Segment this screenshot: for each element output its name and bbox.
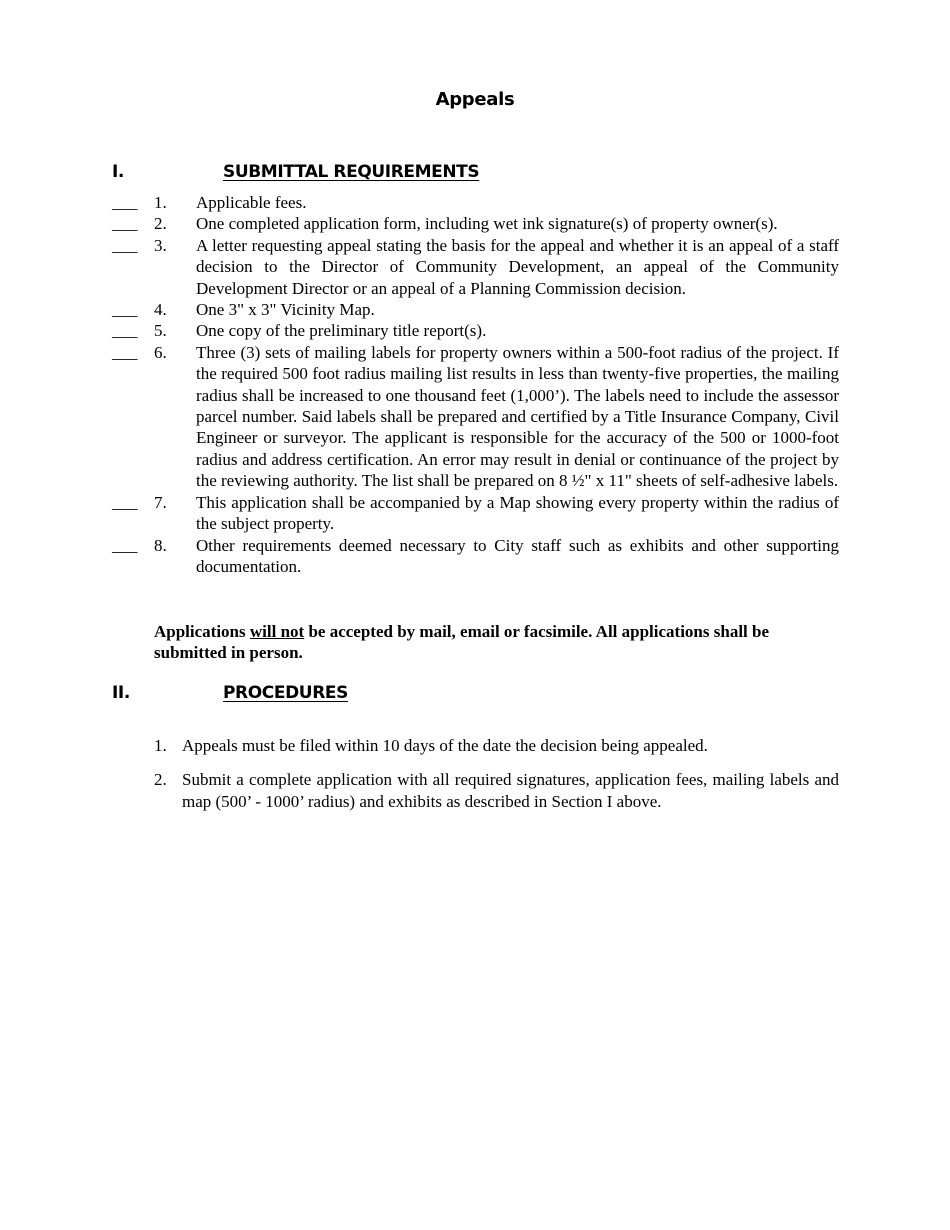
notice-text-end: be accepted by mail, email or facsimile. All applications shall be submitted in person. bbox=[154, 622, 770, 663]
checkbox-blank: ___ bbox=[112, 321, 138, 341]
item-number: 1. bbox=[154, 193, 167, 212]
list-item bbox=[112, 192, 839, 213]
list-item bbox=[112, 235, 839, 299]
checkbox-blank: ___ bbox=[112, 214, 138, 234]
item-text: Submit a complete application with all required signatures, application fees, mailing labels and map (500’ - 1000’ radius) and exhibits as described in Section I above. bbox=[182, 770, 839, 811]
list-item bbox=[112, 535, 839, 578]
item-number: 2. bbox=[154, 214, 167, 234]
item-text: One completed application form, including wet ink signature(s) of property owner(s). bbox=[196, 214, 778, 234]
checkbox-blank: ___ bbox=[112, 492, 138, 512]
list-item bbox=[112, 492, 839, 535]
item-text: Applicable fees. bbox=[196, 193, 307, 212]
section-number: I. bbox=[112, 162, 124, 182]
checkbox-blank: ___ bbox=[112, 193, 138, 212]
item-number: 8. bbox=[154, 535, 167, 555]
item-text: Other requirements deemed necessary to City staff such as exhibits and other supporting documentation. bbox=[196, 535, 839, 576]
item-text: This application shall be accompanied by a Map showing every property within the radius of the subject property. bbox=[196, 492, 839, 534]
item-text: One copy of the preliminary title report(s). bbox=[196, 321, 487, 341]
list-item bbox=[154, 735, 839, 756]
submission-notice bbox=[154, 621, 839, 664]
item-text: A letter requesting appeal stating the basis for the appeal and whether it is an appeal of a staff decision to the Director of Community Development, an appeal of the Community Development Director or an appeal of a Planning Commission decision. bbox=[196, 235, 839, 298]
procedures-list bbox=[154, 735, 839, 825]
item-number: 2. bbox=[154, 770, 167, 790]
checkbox-blank: ___ bbox=[112, 235, 138, 255]
item-number: 1. bbox=[154, 736, 167, 755]
item-text: Appeals must be filed within 10 days of the date the decision being appealed. bbox=[182, 736, 708, 755]
item-text: Three (3) sets of mailing labels for property owners within a 500-foot radius of the project. If the required 500 foot radius mailing list results in less than twenty-five properties, the mailing radius shall be increased to one thousand feet (1,000’). The labels need to include the assessor parcel number. Said labels shall be prepared and certified by a Title Insurance Company, Civil Engineer or surveyor. The applicant is responsible for the accuracy of the 500 or 1000-foot radius and address certification. An error may result in denial or continuance of the project by the reviewing authority. The list shall be prepared on 8 ½" x 11" sheets of self-adhesive labels. bbox=[196, 342, 839, 491]
submittal-requirements-list bbox=[112, 192, 839, 577]
item-number: 6. bbox=[154, 342, 167, 362]
document-title: Appeals bbox=[435, 89, 515, 110]
list-item bbox=[112, 213, 839, 234]
list-item bbox=[112, 299, 839, 320]
checkbox-blank: ___ bbox=[112, 535, 138, 555]
list-item bbox=[154, 769, 839, 812]
item-text: One 3" x 3" Vicinity Map. bbox=[196, 300, 375, 320]
list-item bbox=[112, 342, 839, 492]
item-number: 3. bbox=[154, 235, 167, 255]
item-number: 7. bbox=[154, 492, 167, 512]
checkbox-blank: ___ bbox=[112, 342, 138, 362]
item-number: 4. bbox=[154, 300, 167, 320]
checkbox-blank: ___ bbox=[112, 300, 138, 320]
section-title: SUBMITTAL REQUIREMENTS bbox=[223, 162, 480, 182]
section-title: PROCEDURES bbox=[223, 683, 348, 703]
notice-emphasis: will not bbox=[249, 622, 305, 641]
item-number: 5. bbox=[154, 321, 167, 341]
notice-text-start: Applications bbox=[154, 622, 250, 641]
list-item bbox=[112, 320, 839, 341]
section-number: II. bbox=[112, 683, 130, 703]
